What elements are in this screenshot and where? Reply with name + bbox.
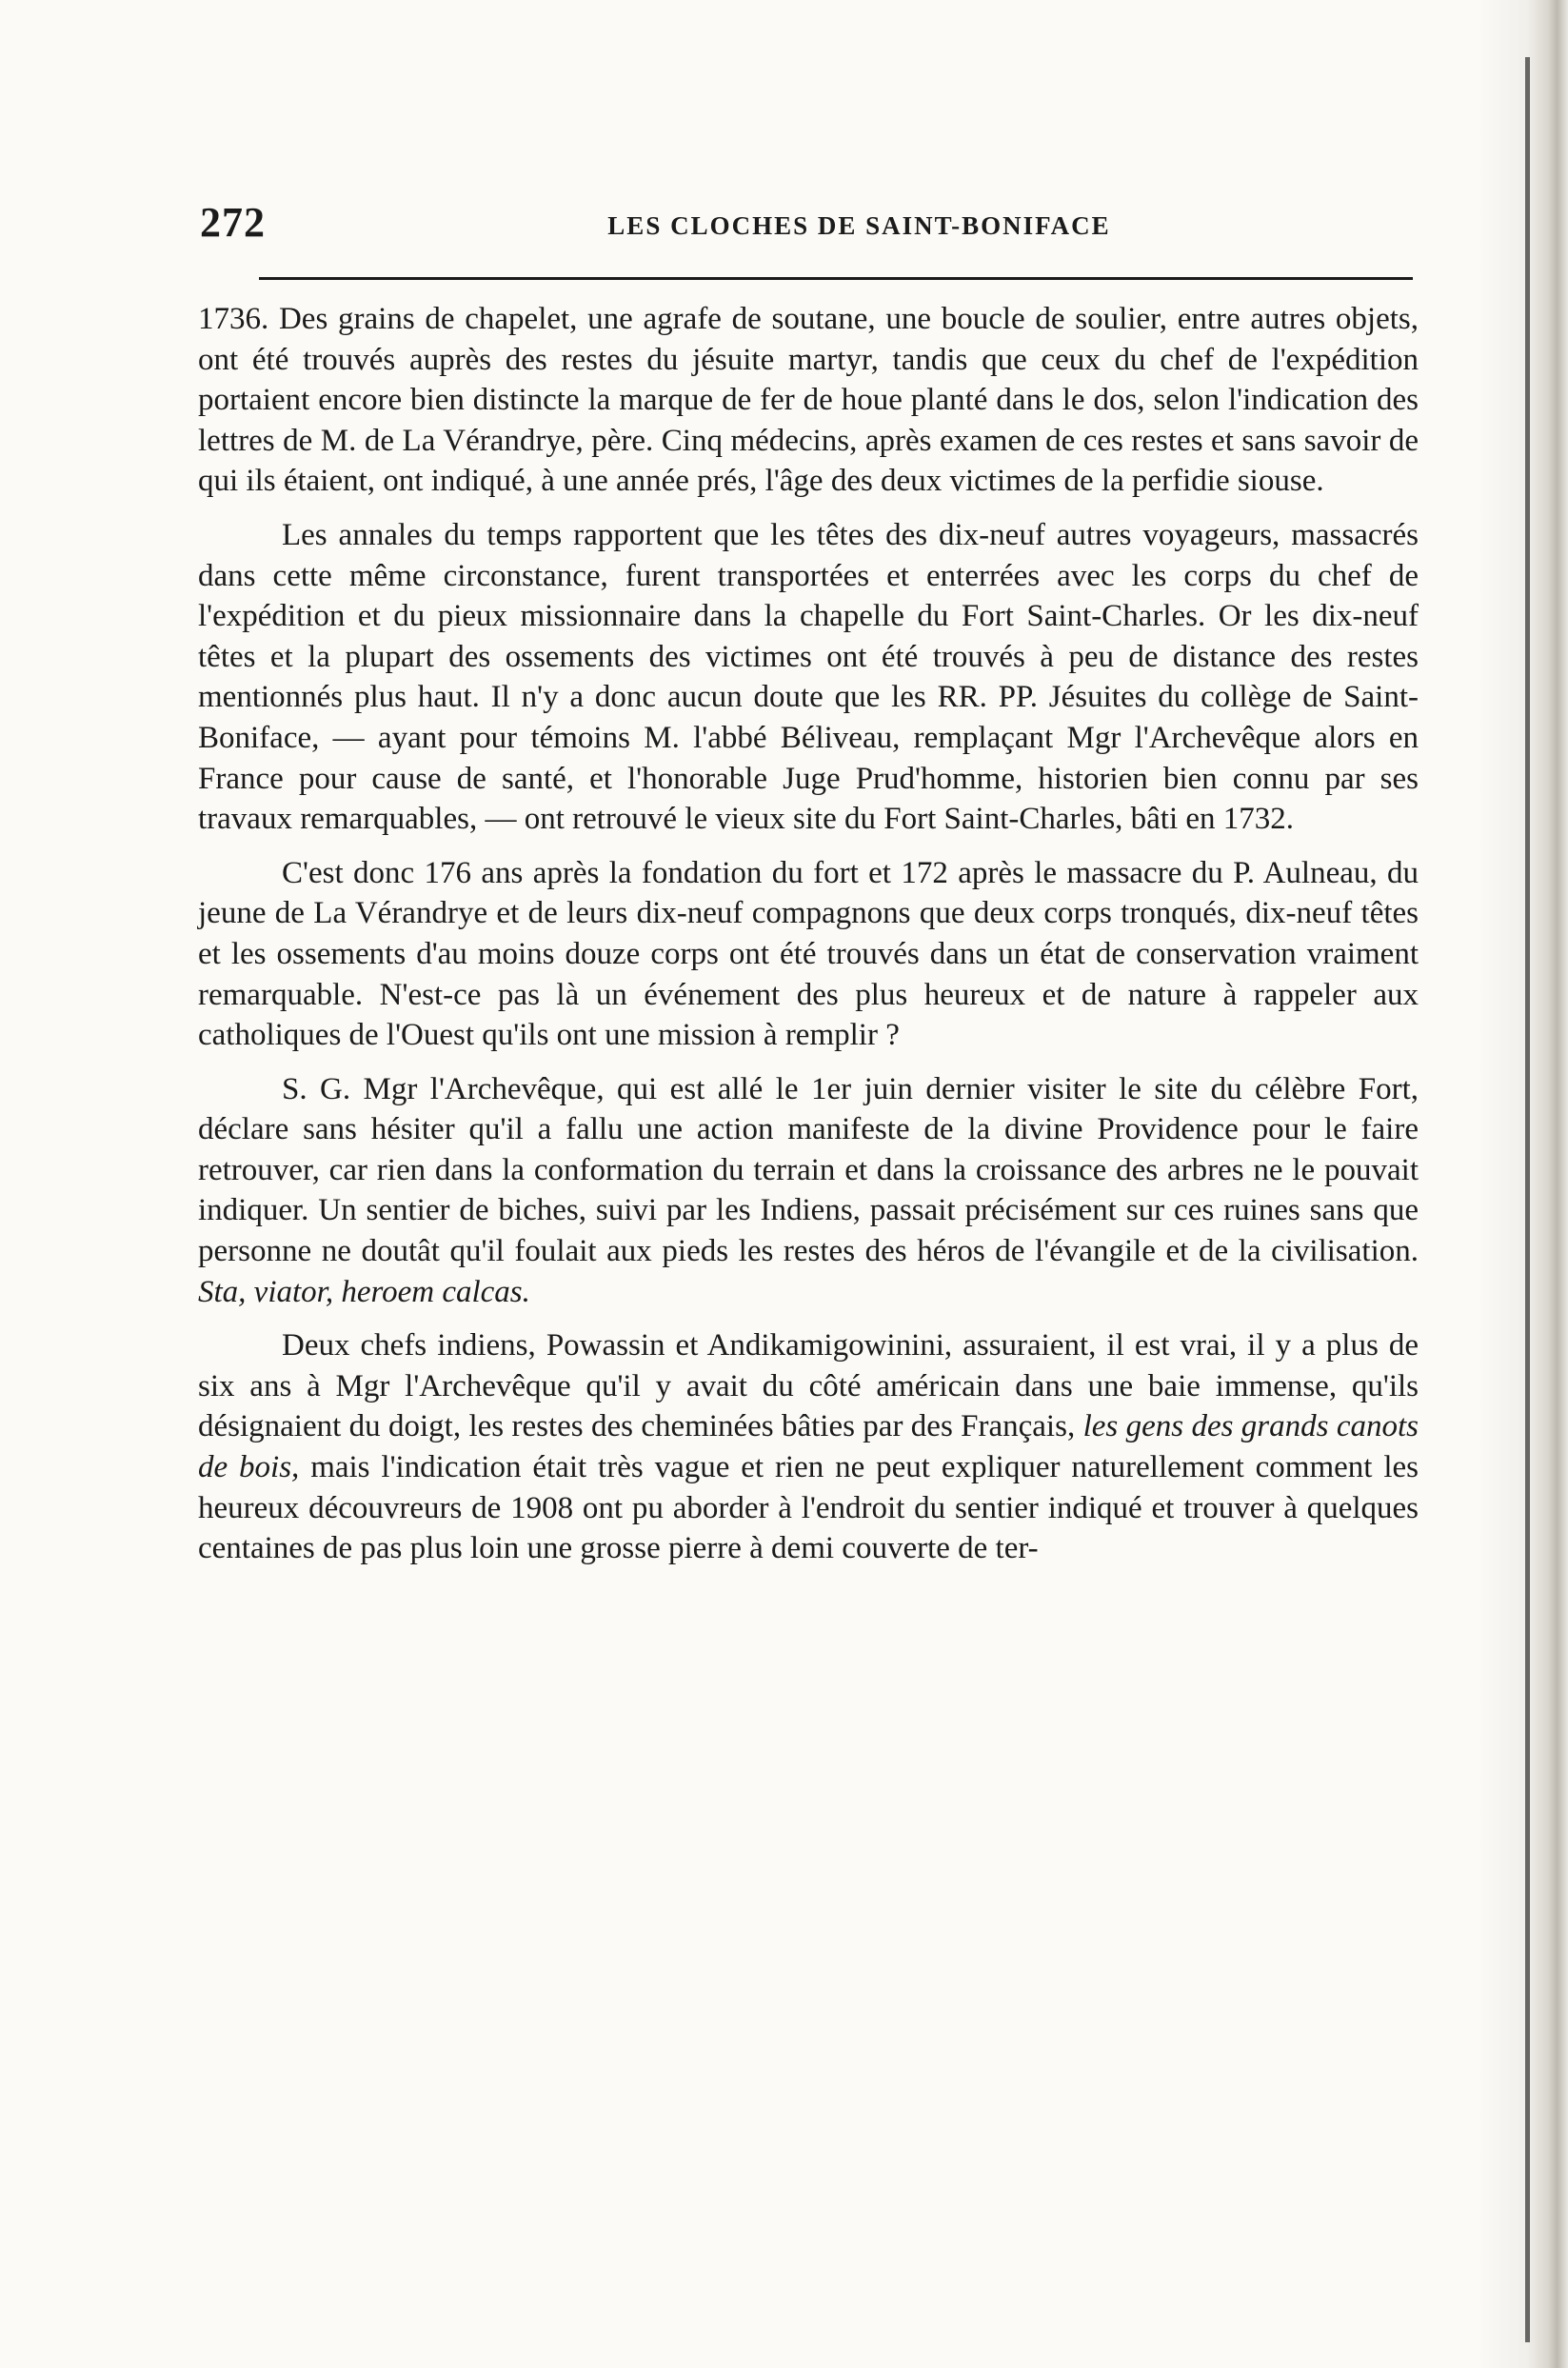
paragraph-2-text: Les annales du temps rapportent que les têtes des dix-neuf autres voyageurs, massacrés dans cette même circonstance, furent transportées et enterrées avec les corps du chef de l'expédition et du pieux missionnaire dans la chapelle du Fort Saint-Charles. Or les dix-neuf têtes et la plupart des ossements des victimes ont été trouvés à peu de distance des restes mentionnés plus haut. Il n'y a donc aucun doute que les RR. PP. Jésuites du collège de Saint-Boniface, — ayant pour témoins M. l'abbé Béliveau, remplaçant Mgr l'Archevêque alors en France pour cause de santé, et l'honorable Juge Prud'homme, historien bien connu par ses travaux remarquables, — ont retrouvé le vieux site du Fort Saint-Charles, bâti en 1732. [198, 517, 1419, 837]
paragraph-4-latin-quote: Sta, viator, heroem calcas. [198, 1274, 530, 1309]
paragraph-3-text: C'est donc 176 ans après la fondation du fort et 172 après le massacre du P. Aulneau, du jeune de La Vérandrye et de leurs dix-neuf compagnons que deux corps tronqués, dix-neuf têtes et les ossements d'au moins douze corps ont été trouvés dans un état de conservation vraiment remarquable. N'est-ce pas là un événement des plus heureux et de nature à rappeler aux catholiques de l'Ouest qu'ils ont une mission à remplir ? [198, 855, 1419, 1053]
paragraph-5 [198, 1325, 1419, 1569]
page-edge-shadow [1478, 0, 1568, 2368]
page-header [200, 198, 1414, 246]
paragraph-3 [198, 853, 1419, 1056]
paragraph-2 [198, 515, 1419, 840]
body-text [198, 299, 1419, 1582]
page-edge-line [1525, 57, 1530, 2342]
paragraph-1-text: 1736. Des grains de chapelet, une agrafe de soutane, une boucle de soulier, entre autres objets, ont été trouvés auprès des restes du jésuite martyr, tandis que ceux du chef de l'expédition portaient encore bien distincte la marque de fer de houe planté dans le dos, selon l'indication des lettres de M. de La Vérandrye, père. Cinq médecins, après examen de ces restes et sans savoir de qui ils étaient, ont indiqué, à une année prés, l'âge des deux victimes de la perfidie siouse. [198, 302, 1419, 499]
paragraph-4 [198, 1069, 1419, 1313]
paragraph-1 [198, 299, 1419, 502]
paragraph-5-text-after: mais l'indication était très vague et rien ne peut expliquer naturellement comment les heureux découvreurs de 1908 ont pu aborder à l'endroit du sentier indiqué et trouver à quelques centaines de pas plus loin une grosse pierre à demi couverte de ter- [198, 1450, 1419, 1566]
paragraph-4-text: S. G. Mgr l'Archevêque, qui est allé le 1er juin dernier visiter le site du célèbre Fort, déclare sans hésiter qu'il a fallu une action manifeste de la divine Providence pour le faire retrouver, car rien dans la conformation du terrain et dans la croissance des arbres ne le pouvait indiquer. Un sentier de biches, suivi par les Indiens, passait précisément sur ces ruines sans que personne ne doutât qu'il foulait aux pieds les restes des héros de l'évangile et de la civilisation. [198, 1071, 1419, 1269]
paragraph-5-text-before: Deux chefs indiens, Powassin et Andikamigowinini, assuraient, il est vrai, il y a plus de six ans à Mgr l'Archevêque qu'il y avait du côté américain dans une baie immense, qu'ils désignaient du doigt, les restes des cheminées bâties par des Français, [198, 1328, 1419, 1444]
paragraph-5-italic-phrase: les gens des grands canots de bois, [198, 1409, 1419, 1485]
page-number: 272 [200, 199, 266, 246]
header-rule [259, 277, 1413, 280]
running-title: LES CLOCHES DE SAINT-BONIFACE [607, 211, 1111, 240]
